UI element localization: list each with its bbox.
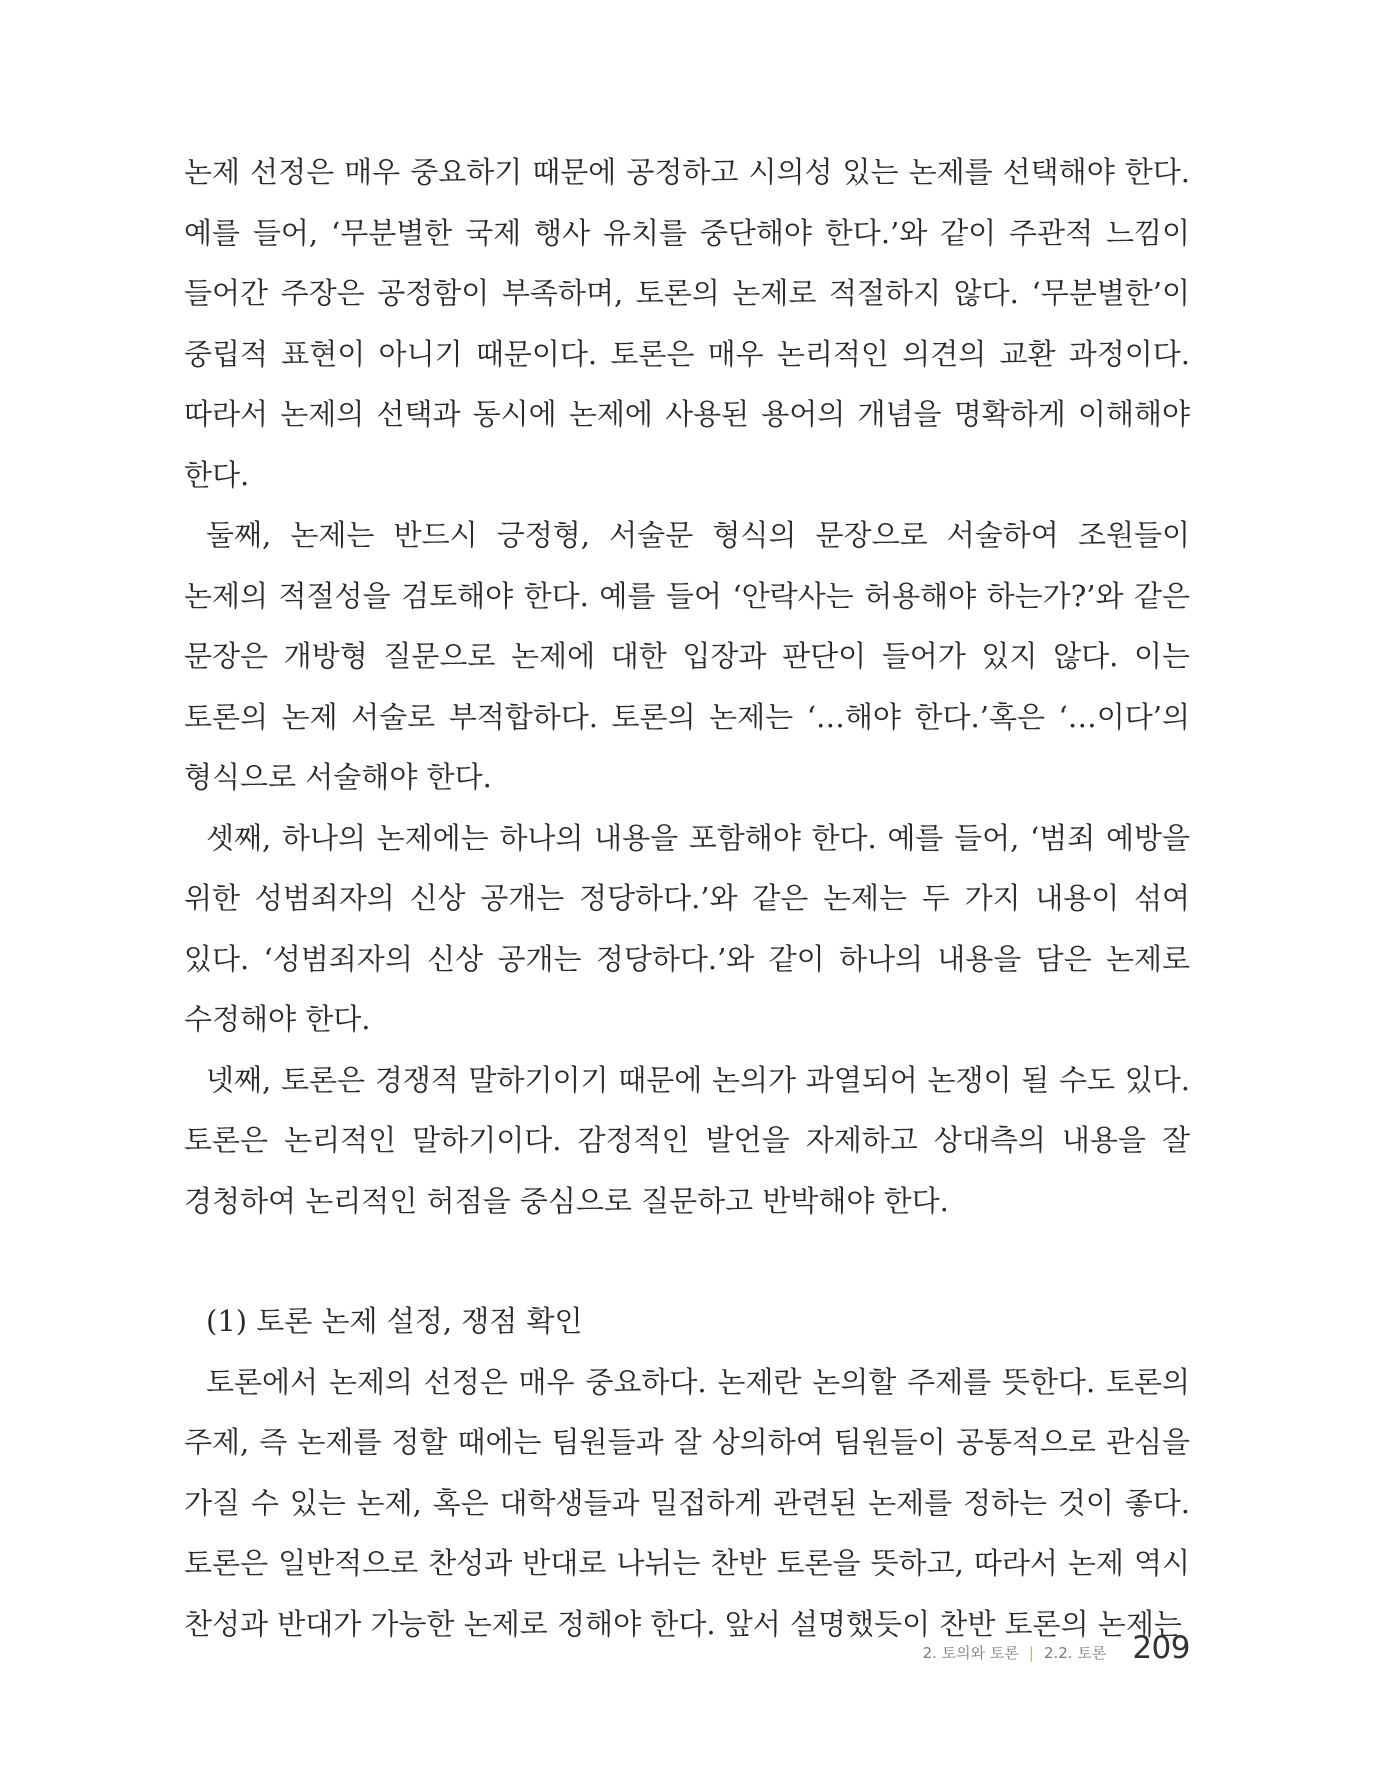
section-paragraph: 토론에서 논제의 선정은 매우 중요하다. 논제란 논의할 주제를 뜻한다. 토론의 주제, 즉 논제를 정할 때에는 팀원들과 잘 상의하여 팀원들이 공통적으로 관심을 가질 수 있는 논제, 혹은 대학생들과 밀접하게 관련된 논제를 정하는 것이 좋다. 토론은 일반적으로 찬성과 반대로 나뉘는 찬반 토론을 뜻하고, 따라서 논제 역시 찬성과 반대가 가능한 논제로 정해야 한다. 앞서 설명했듯이 찬반 토론의 논제는 bbox=[184, 1364, 1190, 1641]
body-paragraph-3: 셋째, 하나의 논제에는 하나의 내용을 포함해야 한다. 예를 들어, ‘범죄 예방을 위한 성범죄자의 신상 공개는 정당하다.’와 같은 논제는 두 가지 내용이 섞여 있다. ‘성범죄자의 신상 공개는 정당하다.’와 같이 하나의 내용을 담은 논제로 수정해야 한다. bbox=[184, 820, 1190, 1036]
footer-section: 2.2. 토론 bbox=[1043, 1644, 1107, 1662]
page-body bbox=[184, 142, 1190, 1654]
footer-separator: | bbox=[1028, 1644, 1034, 1662]
footer-chapter: 2. 토의와 토론 bbox=[922, 1644, 1019, 1662]
page-footer bbox=[923, 1630, 1190, 1666]
section-heading: (1) 토론 논제 설정, 쟁점 확인 bbox=[206, 1304, 583, 1338]
body-paragraph-1: 논제 선정은 매우 중요하기 때문에 공정하고 시의성 있는 논제를 선택해야 한다. 예를 들어, ‘무분별한 국제 행사 유치를 중단해야 한다.’와 같이 주관적 느낌이 들어간 주장은 공정함이 부족하며, 토론의 논제로 적절하지 않다. ‘무분별한’이 중립적 표현이 아니기 때문이다. 토론은 매우 논리적인 의견의 교환 과정이다. 따라서 논제의 선택과 동시에 논제에 사용된 용어의 개념을 명확하게 이해해야 한다. bbox=[184, 155, 1190, 492]
body-paragraph-2: 둘째, 논제는 반드시 긍정형, 서술문 형식의 문장으로 서술하여 조원들이 논제의 적절성을 검토해야 한다. 예를 들어 ‘안락사는 허용해야 하는가?’와 같은 문장은 개방형 질문으로 논제에 대한 입장과 판단이 들어가 있지 않다. 이는 토론의 논제 서술로 부적합하다. 토론의 논제는 ‘…해야 한다.’혹은 ‘…이다’의 형식으로 서술해야 한다. bbox=[184, 518, 1190, 794]
body-paragraph-4: 넷째, 토론은 경쟁적 말하기이기 때문에 논의가 과열되어 논쟁이 될 수도 있다. 토론은 논리적인 말하기이다. 감정적인 발언을 자제하고 상대측의 내용을 잘 경청하여 논리적인 허점을 중심으로 질문하고 반박해야 한다. bbox=[184, 1062, 1190, 1218]
page-number: 209 bbox=[1132, 1630, 1190, 1666]
